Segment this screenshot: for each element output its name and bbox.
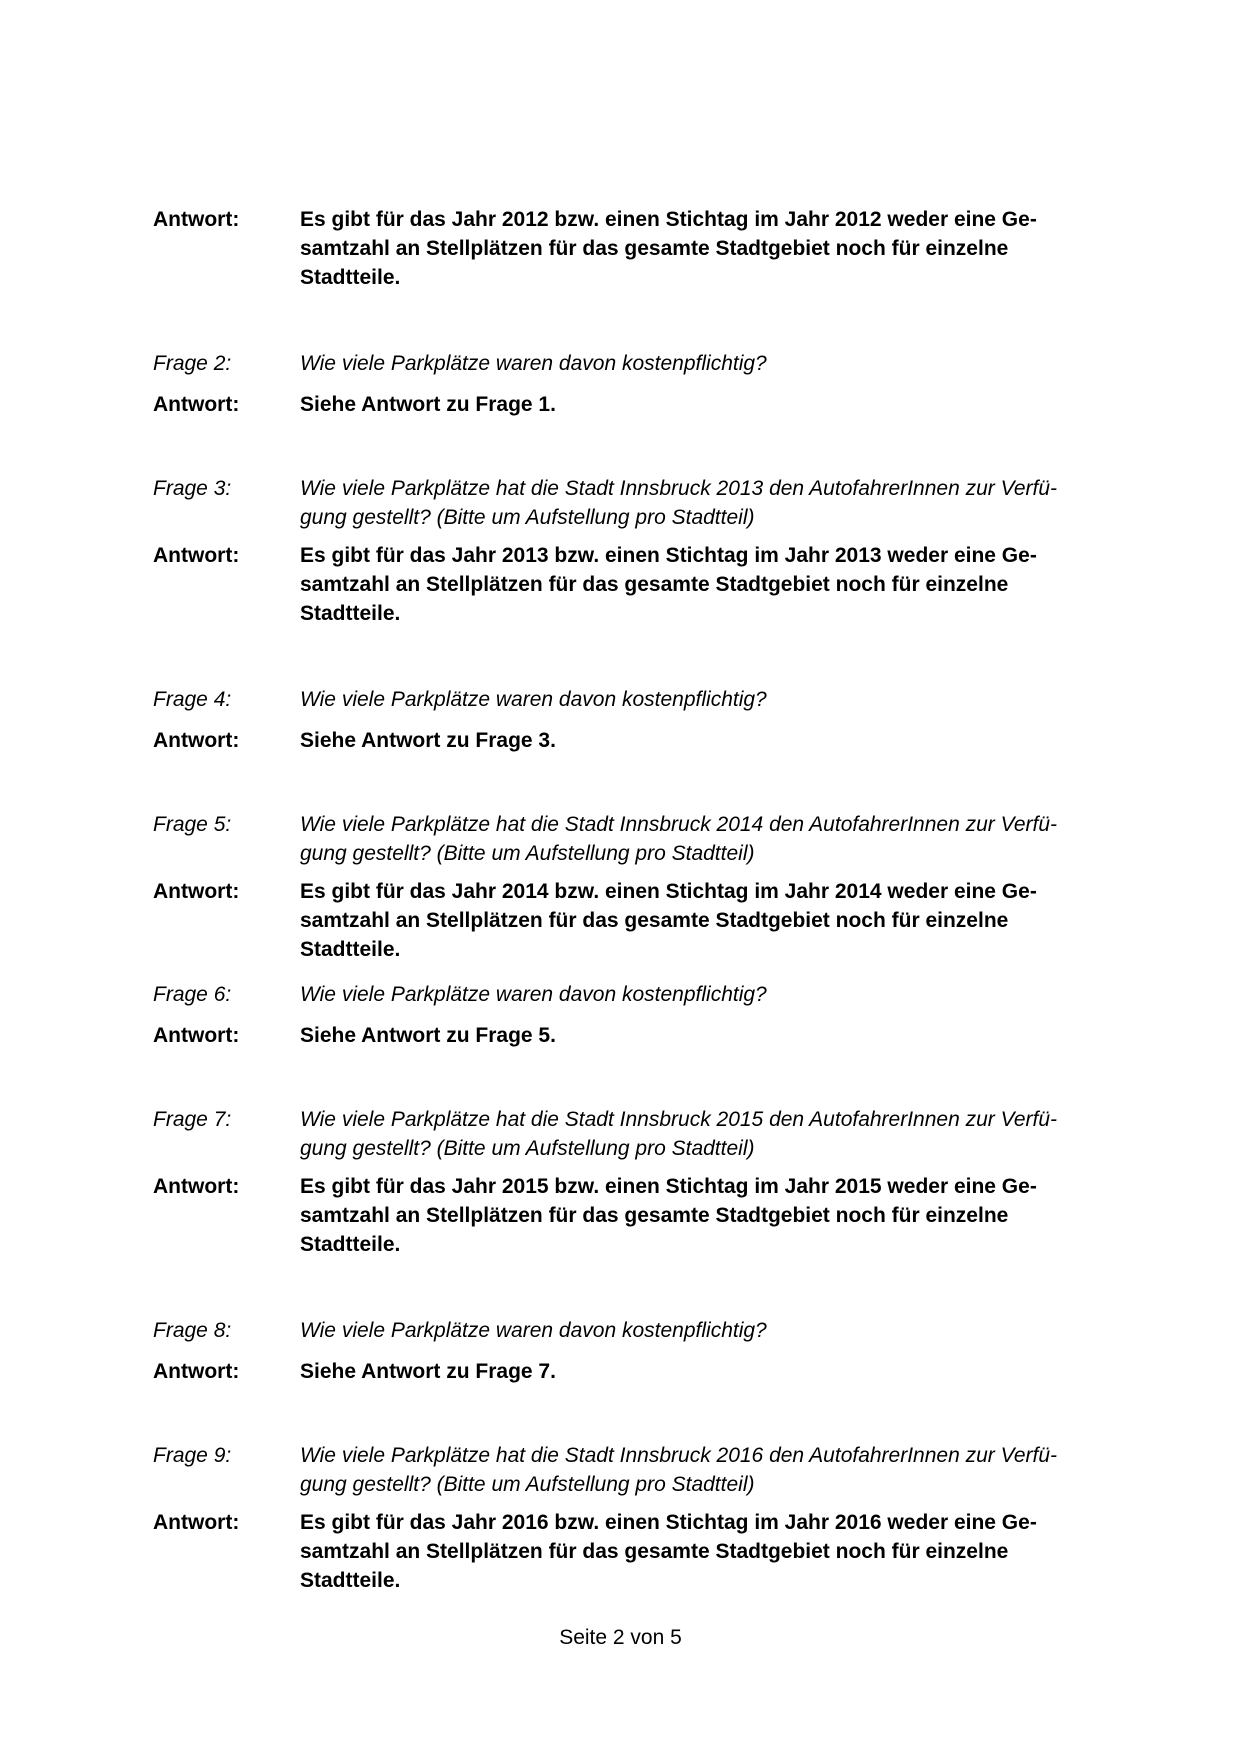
question-label: Frage 6: [153, 983, 232, 1006]
answer-text: Es gibt für das Jahr 2012 bzw. einen Stichtag im Jahr 2012 weder eine Ge- samtzahl an Stellplätzen für das gesamte Stadtgebiet noch für einzelne Stadtteile. [300, 208, 1037, 289]
answer-label: Antwort: [153, 208, 240, 231]
answer-label: Antwort: [153, 1511, 240, 1534]
question-label: Frage 3: [153, 477, 232, 500]
question-text: Wie viele Parkplätze waren davon kostenpflichtig? [300, 352, 767, 375]
answer-label: Antwort: [153, 880, 240, 903]
question-7 [153, 1105, 1143, 1163]
question-text: Wie viele Parkplätze waren davon kostenpflichtig? [300, 688, 767, 711]
answer-8 [153, 1357, 1143, 1386]
question-label: Frage 7: [153, 1108, 232, 1131]
answer-9 [153, 1508, 1143, 1595]
question-label: Frage 9: [153, 1444, 232, 1467]
answer-label: Antwort: [153, 393, 240, 416]
answer-5 [153, 877, 1143, 964]
question-label: Frage 2: [153, 352, 232, 375]
question-5 [153, 810, 1143, 868]
question-2 [153, 349, 1143, 378]
question-4 [153, 685, 1143, 714]
question-label: Frage 4: [153, 688, 232, 711]
answer-text: Es gibt für das Jahr 2015 bzw. einen Stichtag im Jahr 2015 weder eine Ge- samtzahl an Stellplätzen für das gesamte Stadtgebiet noch für einzelne Stadtteile. [300, 1175, 1037, 1256]
answer-4 [153, 726, 1143, 755]
answer-2 [153, 390, 1143, 419]
question-text: Wie viele Parkplätze hat die Stadt Innsbruck 2013 den AutofahrerInnen zur Verfü- gung gestellt? (Bitte um Aufstellung pro Stadtteil) [300, 477, 1058, 529]
answer-text: Es gibt für das Jahr 2014 bzw. einen Stichtag im Jahr 2014 weder eine Ge- samtzahl an Stellplätzen für das gesamte Stadtgebiet noch für einzelne Stadtteile. [300, 880, 1037, 961]
answer-text: Siehe Antwort zu Frage 1. [300, 393, 556, 416]
question-text: Wie viele Parkplätze hat die Stadt Innsbruck 2016 den AutofahrerInnen zur Verfü- gung gestellt? (Bitte um Aufstellung pro Stadtteil) [300, 1444, 1058, 1496]
answer-label: Antwort: [153, 544, 240, 567]
question-label: Frage 8: [153, 1319, 232, 1342]
question-label: Frage 5: [153, 813, 232, 836]
answer-text: Es gibt für das Jahr 2013 bzw. einen Stichtag im Jahr 2013 weder eine Ge- samtzahl an Stellplätzen für das gesamte Stadtgebiet noch für einzelne Stadtteile. [300, 544, 1037, 625]
answer-text: Es gibt für das Jahr 2016 bzw. einen Stichtag im Jahr 2016 weder eine Ge- samtzahl an Stellplätzen für das gesamte Stadtgebiet noch für einzelne Stadtteile. [300, 1511, 1037, 1592]
question-text: Wie viele Parkplätze hat die Stadt Innsbruck 2015 den AutofahrerInnen zur Verfü- gung gestellt? (Bitte um Aufstellung pro Stadtteil) [300, 1108, 1058, 1160]
answer-label: Antwort: [153, 1024, 240, 1047]
answer-6 [153, 1021, 1143, 1050]
question-3 [153, 474, 1143, 532]
answer-text: Siehe Antwort zu Frage 7. [300, 1360, 556, 1383]
page-number: Seite 2 von 5 [559, 1626, 682, 1649]
answer-label: Antwort: [153, 1175, 240, 1198]
answer-label: Antwort: [153, 729, 240, 752]
question-8 [153, 1316, 1143, 1345]
question-9 [153, 1441, 1143, 1499]
answer-7 [153, 1172, 1143, 1259]
question-text: Wie viele Parkplätze waren davon kostenpflichtig? [300, 1319, 767, 1342]
answer-text: Siehe Antwort zu Frage 3. [300, 729, 556, 752]
answer-text: Siehe Antwort zu Frage 5. [300, 1024, 556, 1047]
answer-1 [153, 205, 1143, 292]
answer-3 [153, 541, 1143, 628]
answer-label: Antwort: [153, 1360, 240, 1383]
question-text: Wie viele Parkplätze hat die Stadt Innsbruck 2014 den AutofahrerInnen zur Verfü- gung gestellt? (Bitte um Aufstellung pro Stadtteil) [300, 813, 1058, 865]
question-6 [153, 980, 1143, 1009]
question-text: Wie viele Parkplätze waren davon kostenpflichtig? [300, 983, 767, 1006]
